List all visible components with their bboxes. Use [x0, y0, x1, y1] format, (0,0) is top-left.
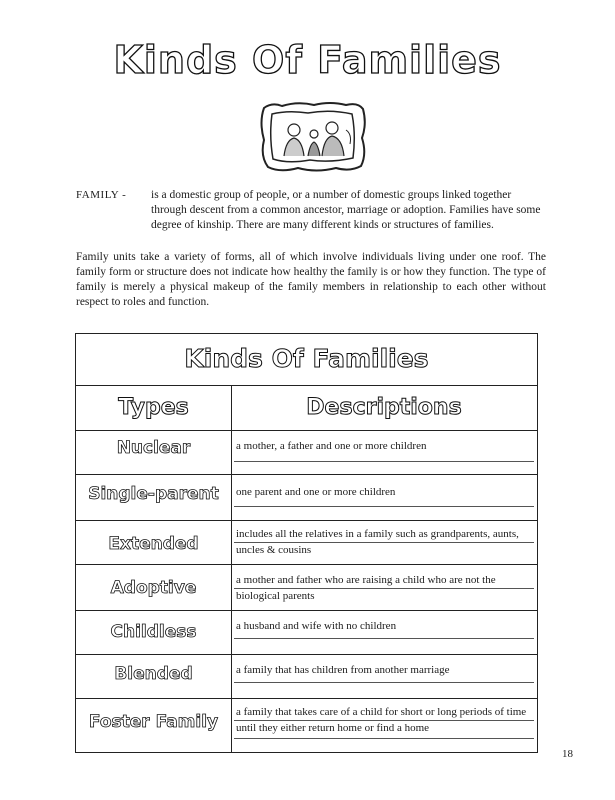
family-type-nuclear: Nuclear — [116, 438, 191, 458]
description-nuclear: a mother, a father and one or more children — [236, 440, 427, 452]
page-number: 18 — [562, 748, 573, 760]
row-divider — [76, 564, 537, 565]
family-type-foster-family: Foster Family — [88, 712, 219, 732]
kinds-of-families-table — [75, 333, 538, 753]
row-divider — [76, 654, 537, 655]
family-type-adoptive: Adoptive — [110, 578, 197, 598]
table-title: Kinds Of Families — [76, 334, 537, 386]
writing-line — [234, 682, 534, 683]
family-type-childless: Childless — [110, 622, 197, 642]
page-title: Kinds Of Families — [113, 38, 502, 82]
description-blended: a family that has children from another marriage — [236, 664, 450, 676]
writing-line — [234, 588, 534, 589]
writing-line — [234, 720, 534, 721]
description-single-parent: one parent and one or more children — [236, 486, 396, 498]
descriptions-column-header: Descriptions — [306, 395, 462, 420]
definition-term: FAMILY - — [76, 189, 127, 201]
description-extended: includes all the relatives in a family such as grandparents, aunts, uncles & cousins — [236, 528, 519, 556]
description-adoptive: a mother and father who are raising a child who are not the biological parents — [236, 574, 496, 602]
writing-line — [234, 738, 534, 739]
family-picture-frame-icon — [258, 100, 368, 174]
types-column-header: Types — [118, 395, 189, 420]
writing-line — [234, 638, 534, 639]
row-divider — [76, 610, 537, 611]
writing-line — [234, 461, 534, 462]
description-foster-family: a family that takes care of a child for short or long periods of time until they either return home or find a home — [236, 706, 527, 734]
family-type-extended: Extended — [108, 534, 199, 554]
family-type-single-parent: Single-parent — [88, 484, 219, 504]
definition-text: is a domestic group of people, or a number of domestic groups linked together through descent from a common ancestor, marriage or adoption. Families have some degree of kinship. There are many different kinds or structures of families. — [151, 189, 541, 231]
table-header-row — [76, 386, 537, 430]
writing-line — [234, 542, 534, 543]
row-divider — [76, 520, 537, 521]
description-childless: a husband and wife with no children — [236, 620, 397, 632]
row-divider — [76, 698, 537, 699]
intro-paragraph: Family units take a variety of forms, all of which involve individuals living under one roof. The family form or structure does not indicate how healthy the family is or how they function. The type of family is merely a physical makeup of the family members in relationship to each other without respect to roles and function. — [76, 251, 546, 308]
writing-line — [234, 506, 534, 507]
row-divider — [76, 430, 537, 431]
row-divider — [76, 474, 537, 475]
family-type-blended: Blended — [114, 664, 193, 684]
